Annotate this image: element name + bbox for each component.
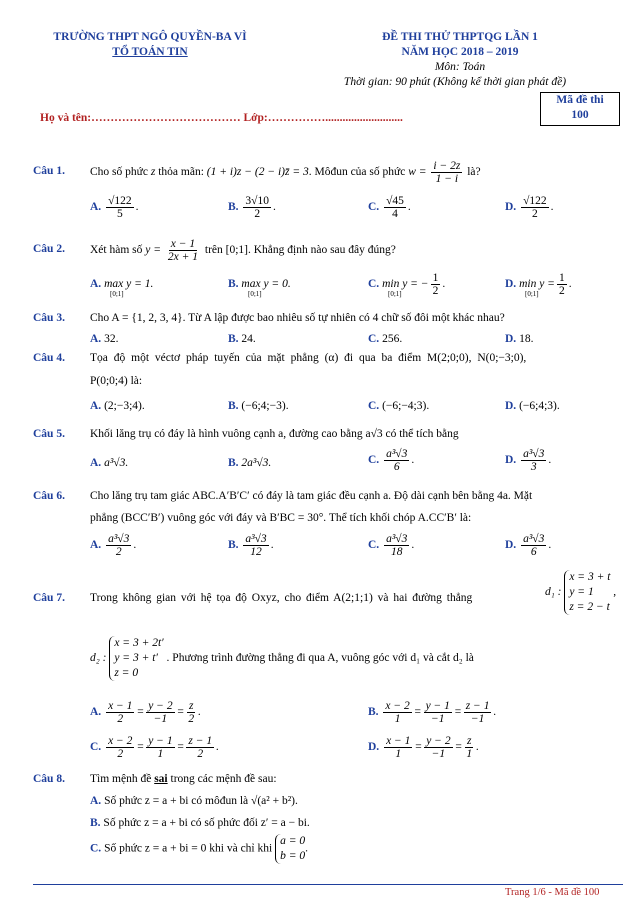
q2-y: y = [145,244,162,257]
option-den: 2 [254,208,261,221]
part-den: −1 [431,748,446,761]
d1-line: x = 3 + t [569,571,611,583]
option-text: (−6;4;−3). [241,400,289,412]
school-name: TRƯỜNG THPT NGÔ QUYỀN-BA VÌ [53,31,247,43]
q1-w-den: 1 − i [435,173,459,186]
option-text: 32. [104,333,119,345]
option-letter: C. [368,201,380,214]
q5-option-d[interactable]: D. $\frac{\text{a³√3}}{3}$ . [505,448,552,474]
part-den: −1 [470,713,485,726]
option-num: 3√10 [245,195,269,207]
q6-option-d[interactable]: D. $\frac{\text{a³√3}}{6}$ . [505,533,552,559]
part-den: 2 [188,713,195,726]
q5-option-b[interactable] [228,457,271,469]
option-letter: B. [228,201,239,214]
option-letter: A. [90,457,102,469]
d1-brace [564,570,610,615]
q1-text-b: thỏa mãn: [158,166,204,179]
option-fraction [146,700,174,725]
sys-line: b = 0 [280,850,306,862]
option-den: 4 [392,208,398,221]
part-den: 1 [394,713,401,726]
option-fraction [521,448,546,473]
option-text: 18. [519,333,534,345]
option-letter: A. [90,539,102,552]
option-letter: B. [228,400,239,412]
q7-option-a[interactable]: A. $\frac{x - 1}{2}$ = $\frac{y - 2}{-1}$ = $\frac{z}{2}$ . [90,700,201,726]
part-num: z [466,735,472,747]
option-fraction [383,700,411,725]
exam-code-box [540,92,620,126]
q1-text-d: là? [467,166,481,179]
footer-divider [33,884,623,885]
option-fraction [424,700,452,725]
option-letter: B. [228,457,239,469]
option-num: a³√3 [245,533,267,545]
option-letter: B. [368,706,379,719]
name-field [40,112,403,124]
question-2-text [90,238,396,263]
q6-option-b[interactable]: B. $\frac{\text{a³√3}}{12}$ . [228,533,274,559]
option-letter: D. [505,201,517,214]
option-letter: D. [505,454,517,467]
q5-option-a[interactable] [90,457,128,469]
option-fraction [464,700,492,725]
option-num: a³√3 [386,448,408,460]
d2-system [90,636,474,681]
q2-fraction [166,238,200,263]
q3-option-d[interactable] [505,333,533,345]
part-num: x − 2 [385,700,410,712]
option-fraction [557,272,567,297]
option-letter: C. [368,400,380,412]
q5-option-c[interactable]: C. $\frac{\text{a³√3}}{6}$ . [368,448,415,474]
page-footer: Trang 1/6 - Mã đề 100 [505,887,600,898]
part-num: z [188,700,194,712]
subject: Môn: Toán [434,61,486,73]
option-num: √122 [523,195,547,207]
question-4-text-2: P(0;0;4) là: [90,375,143,387]
part-den: 2 [197,748,204,761]
question-8-text [90,773,277,785]
option-num: a³√3 [523,448,545,460]
part-den: −1 [430,713,445,726]
q2-option-a[interactable] [90,278,154,298]
option-text: 2a³√3. [241,457,272,469]
option-letter: C. [368,454,380,467]
question-7-label: Câu 7. [33,592,65,604]
part-den: 1 [466,748,473,761]
q2-option-d[interactable]: D. min y = $\frac{1}{2}$ . [0;1] [505,272,572,298]
q4-option-a[interactable] [90,400,145,412]
part-num: y − 2 [148,700,173,712]
d2-line: x = 3 + 2t′ [114,637,164,649]
option-letter: A. [90,201,102,214]
option-fraction [106,195,134,220]
q8-sai: sai [154,773,168,785]
option-letter: B. [228,539,239,552]
part-num: x − 1 [386,735,411,747]
d2-brace [109,636,163,681]
q1-var-z: z [150,166,156,179]
department-name: TỔ TOÁN TIN [112,46,188,58]
option-text: min y = − [382,278,429,291]
option-den: 3 [530,461,537,474]
exam-title: ĐỀ THI THỬ THPTQG LẦN 1 [382,31,538,43]
question-5-text: Khối lăng trụ có đáy là hình vuông cạnh a, đường cao bằng a√3 có thể tích bằng [90,428,459,440]
option-letter: B. [228,278,239,290]
part-num: x − 1 [108,700,133,712]
option-letter: C. [368,333,380,345]
d1-line: y = 1 [569,586,594,598]
q1-text-c: . Môđun của số phức [308,166,406,179]
part-den: −1 [153,713,168,726]
part-den: 1 [395,748,402,761]
duration: Thời gian: 90 phút (Không kể thời gian phát đề) [343,76,567,88]
d2-line: z = 0 [114,667,139,679]
q8-option-c[interactable]: C. Số phức z = a + bi = 0 khi và chỉ khi a = 0 b = 0 . [90,835,308,862]
option-fraction [243,533,268,558]
q1-w: w = [408,166,427,179]
q8-option-a[interactable] [90,795,298,807]
option-fraction [106,735,134,760]
option-fraction [384,195,406,220]
option-text: (2;−3;4). [104,400,145,412]
q8-brace [275,834,305,864]
option-num: a³√3 [386,533,408,545]
school-year: NĂM HỌC 2018 – 2019 [401,46,519,58]
part-den: 1 [157,748,164,761]
q2-option-b[interactable] [228,278,291,298]
q8-text-a: Tìm mệnh đề [90,773,152,785]
option-fraction [186,735,214,760]
name-label: Họ và tên:………………………………… [40,112,241,124]
option-letter: A. [90,278,102,290]
q1-w-num: i − 2z [433,160,461,172]
option-den: 18 [390,546,403,559]
q8-text-b: trong các mệnh đề sau: [170,773,277,785]
option-fraction [106,700,134,725]
d2-name: d₂ : [90,652,107,665]
option-num: a³√3 [108,533,130,545]
part-num: z − 1 [465,700,490,712]
d1-system: d₁ : x = 3 + t y = 1 z = 2 − t , [545,571,617,613]
question-2-label: Câu 2. [33,243,65,255]
part-num: y − 1 [425,700,450,712]
option-fraction [431,272,441,297]
option-fraction [521,195,549,220]
option-num: √122 [108,195,132,207]
option-fraction [146,735,174,760]
question-1-label: Câu 1. [33,165,65,177]
q4-option-c[interactable] [368,400,429,412]
q7-option-d[interactable]: D. $\frac{x - 1}{1}$ = $\frac{y - 2}{-1}$ = $\frac{z}{1}$ . [368,735,479,761]
option-fraction [521,533,546,558]
question-6-text-1: Cho lăng trụ tam giác ABC.A′B′C′ có đáy là tam giác đều cạnh a. Độ dài cạnh bên bằng 4a. Mặt [90,490,533,502]
option-text: 256. [382,333,403,345]
option-text: Số phức z = a + bi có số phức đối z′ = a − bi. [103,817,310,829]
question-4-text-1: Tọa độ một véctơ pháp tuyến của mặt phẳng (α) đi qua ba điểm M(2;0;0), N(0;−3;0), [90,352,527,364]
q7-option-b[interactable]: B. $\frac{x - 2}{1}$ = $\frac{y - 1}{-1}$ = $\frac{z - 1}{-1}$ . [368,700,497,726]
class-label: Lớp:……………........................... [243,112,403,124]
option-fraction [384,735,412,760]
option-letter: A. [90,795,102,807]
q7-option-c[interactable]: C. $\frac{x - 2}{2}$ = $\frac{y - 1}{1}$ = $\frac{z - 1}{2}$ . [90,735,219,761]
option-fraction [424,735,452,760]
option-num: √45 [386,195,404,207]
d2-line: y = 3 + t′ [114,652,158,664]
part-num: y − 2 [426,735,451,747]
question-6-text-2: phẳng (BCC′B′) vuông góc với đáy và B′BC = 30°. Thể tích khối chóp A.CC′B′ là: [90,512,472,524]
option-letter: C. [90,741,102,754]
q1-text-a: Cho số phức [90,166,148,179]
q2-text-a: Xét hàm số [90,244,143,257]
q4-option-b[interactable] [228,400,289,412]
q2-num: x − 1 [170,238,196,250]
q8-option-b[interactable] [90,817,310,829]
option-den: 2 [115,546,122,559]
q1-equation: (1 + i)z − (2 − i)z̄ = 3 [206,166,309,179]
q1-option-a[interactable]: A. $\frac{√122}{5}$ . [90,195,139,221]
option-letter: D. [505,400,517,412]
q1-option-d[interactable]: D. $\frac{√122}{2}$ . [505,195,554,221]
option-letter: D. [505,539,517,552]
option-text: a³√3. [104,457,129,469]
q3-option-c[interactable] [368,333,402,345]
q1-w-fraction [431,160,462,185]
q4-option-d[interactable] [505,400,560,412]
option-text: max y = 1. [104,278,154,290]
question-4-label: Câu 4. [33,352,65,364]
q1-option-b[interactable]: B. $\frac{3√10}{2}$ . [228,195,276,221]
option-den: 6 [393,461,400,474]
part-num: y − 1 [148,735,173,747]
q2-option-c[interactable]: C. min y = − $\frac{1}{2}$ . [0;1] [368,272,446,298]
option-letter: B. [228,333,239,345]
d1-line: z = 2 − t [569,601,610,613]
option-den: 6 [530,546,537,559]
sys-line: a = 0 [280,835,306,847]
option-fraction [384,448,409,473]
option-fraction [186,700,196,725]
question-7-text-2: . Phương trình đường thẳng đi qua A, vuông góc với d₁ và cắt d₂ là [166,652,474,665]
question-1-text [90,160,481,185]
option-fraction [384,533,409,558]
option-fraction [106,533,131,558]
question-3-text: Cho A = {1, 2, 3, 4}. Từ A lập được bao nhiêu số tự nhiên có 4 chữ số đôi một khác nhau? [90,312,505,324]
option-sub: [0;1] [525,290,539,298]
question-6-label: Câu 6. [33,490,65,502]
option-letter: D. [368,741,380,754]
option-text: Số phức z = a + bi = 0 khi và chỉ khi [104,842,273,855]
option-letter: D. [505,333,517,345]
option-fraction [464,735,474,760]
option-text: min y = [519,278,555,291]
option-letter: D. [505,278,517,291]
option-text: (−6;−4;3). [382,400,430,412]
option-den: 12 [250,546,262,559]
part-num: z − 1 [188,735,213,747]
option-letter: A. [90,400,102,412]
exam-code-value: 100 [571,109,589,121]
option-num: a³√3 [523,533,545,545]
d1-name: d₁ : [545,586,562,599]
option-num: 1 [432,272,439,284]
question-8-label: Câu 8. [33,773,65,785]
q1-option-c[interactable]: C. $\frac{√45}{4}$ . [368,195,411,221]
part-den: 2 [117,713,124,726]
option-letter: C. [368,539,380,552]
option-letter: B. [90,817,101,829]
q3-option-b[interactable] [228,333,256,345]
q2-den: 2x + 1 [167,251,199,264]
option-den: 2 [558,285,565,298]
option-fraction [243,195,271,220]
option-den: 2 [432,285,439,298]
option-text: 24. [241,333,256,345]
question-3-label: Câu 3. [33,312,65,324]
option-letter: A. [90,333,102,345]
option-letter: C. [90,842,102,855]
exam-code-label: Mã đề thi [556,94,604,106]
option-letter: C. [368,278,380,291]
option-sub: [0;1] [110,290,124,298]
question-7-text-1: Trong không gian với hệ tọa độ Oxyz, cho điểm A(2;1;1) và hai đường thẳng [90,592,473,604]
question-5-label: Câu 5. [33,428,65,440]
option-num: 1 [558,272,565,284]
part-den: 2 [117,748,124,761]
option-sub: [0;1] [388,290,402,298]
option-den: 5 [116,208,123,221]
q3-option-a[interactable] [90,333,118,345]
option-sub: [0;1] [248,290,262,298]
part-num: x − 2 [108,735,133,747]
q2-text-b: trên [0;1]. Khẳng định nào sau đây đúng? [204,244,396,257]
q6-option-a[interactable]: A. $\frac{\text{a³√3}}{2}$ . [90,533,137,559]
option-letter: A. [90,706,102,719]
option-text: Số phức z = a + bi có môđun là √(a² + b²). [104,795,298,807]
q6-option-c[interactable]: C. $\frac{\text{a³√3}}{18}$ . [368,533,415,559]
option-text: max y = 0. [241,278,291,290]
option-text: (−6;4;3). [519,400,560,412]
option-den: 2 [531,208,538,221]
